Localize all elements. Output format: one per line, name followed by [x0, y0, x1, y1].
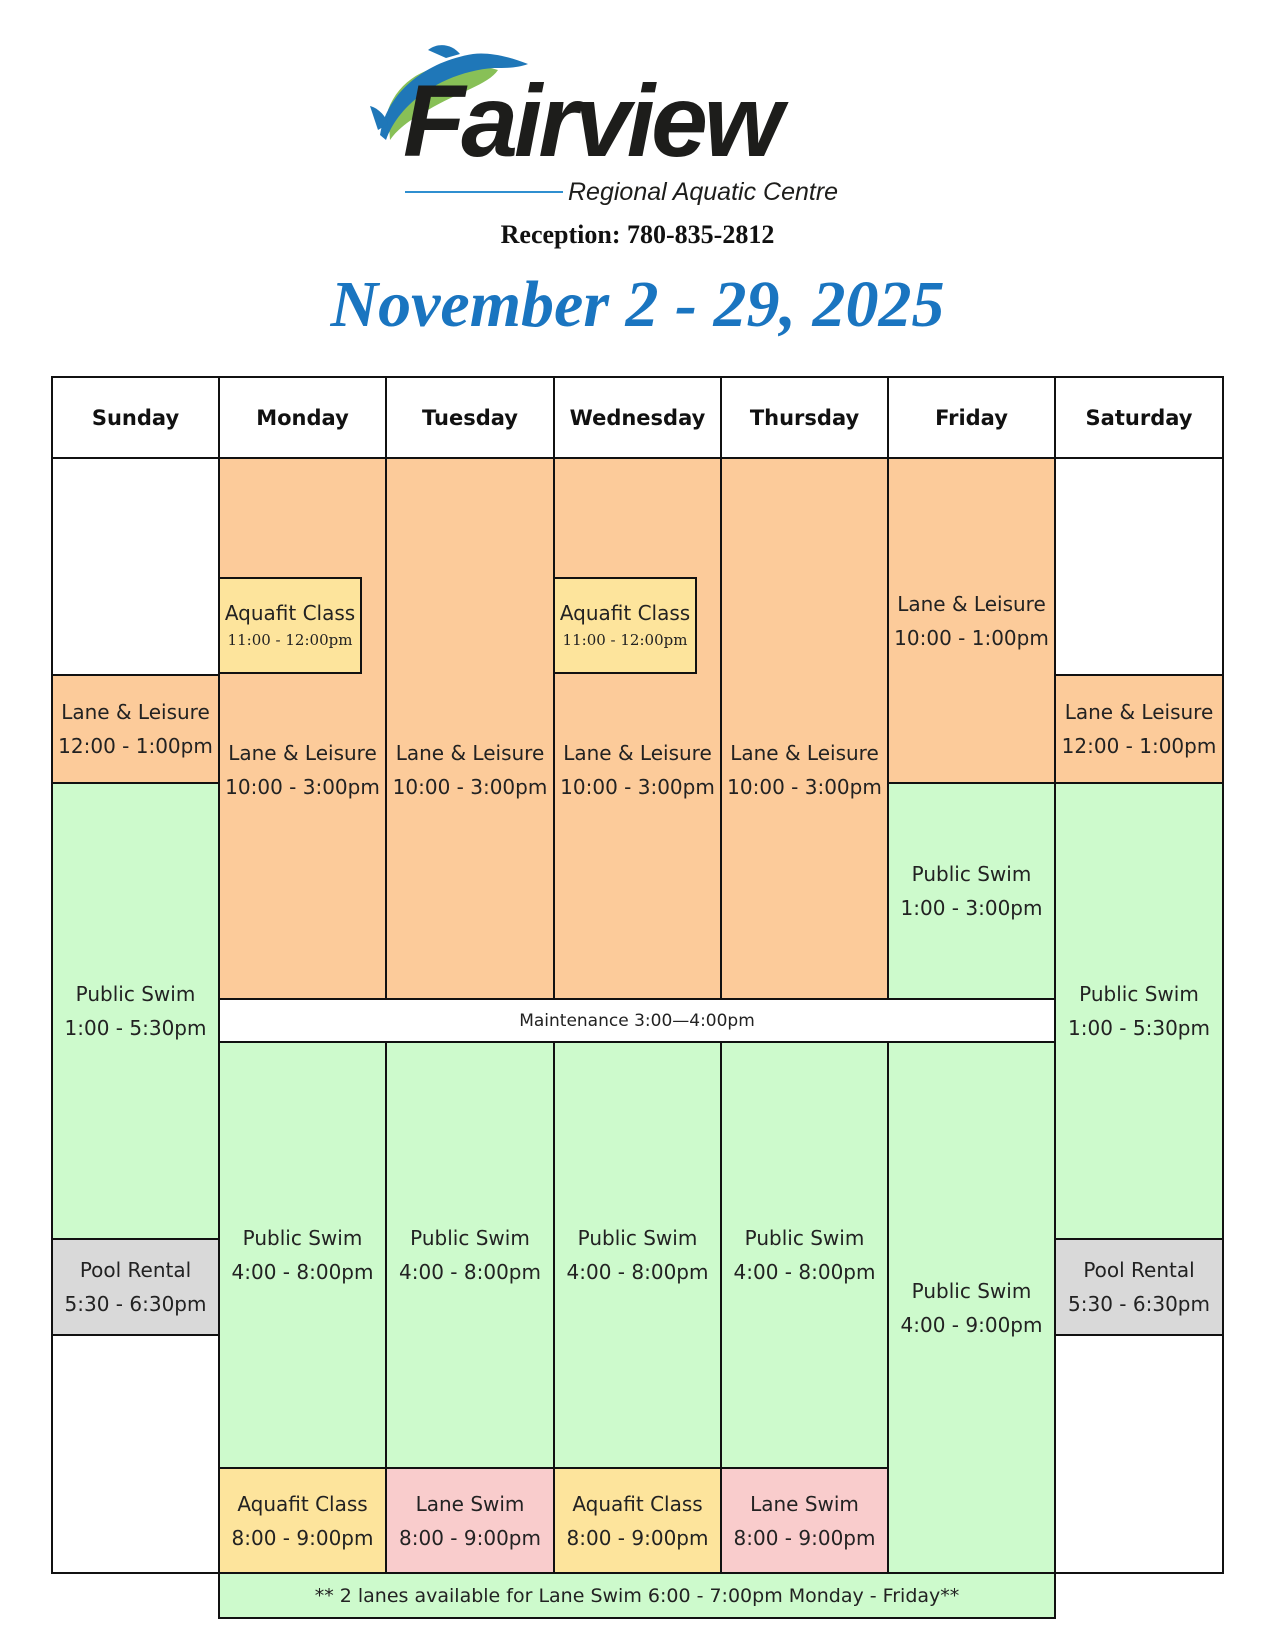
session-name: Lane Swim	[750, 1491, 859, 1516]
saturday-closed-evening	[1054, 1334, 1224, 1574]
logo-underline	[405, 191, 563, 193]
session-time: 1:00 - 5:30pm	[1068, 1016, 1210, 1040]
thursday-public-swim	[720, 1041, 889, 1469]
session-time: 12:00 - 1:00pm	[58, 734, 213, 758]
wednesday-public-swim	[553, 1041, 722, 1469]
session-name: Pool Rental	[1083, 1258, 1195, 1282]
day-header-friday: Friday	[887, 376, 1056, 459]
sunday-lane-leisure	[51, 674, 220, 784]
session-time: 4:00 - 8:00pm	[566, 1260, 709, 1284]
session-time: 11:00 - 12:00pm	[227, 630, 353, 649]
day-header-sunday: Sunday	[51, 376, 220, 459]
wednesday-aquafit-morning	[553, 577, 697, 674]
saturday-pool-rental	[1054, 1238, 1224, 1336]
session-name: Lane & Leisure	[1064, 700, 1214, 724]
session-time: 8:00 - 9:00pm	[566, 1525, 709, 1550]
logo-subtitle: Regional Aquatic Centre	[568, 178, 839, 206]
wednesday-lane-leisure	[553, 457, 722, 1000]
session-time: 4:00 - 8:00pm	[231, 1260, 374, 1284]
logo-title: Fairview	[403, 64, 780, 178]
session-name: Lane & Leisure	[228, 740, 377, 765]
tuesday-lane-leisure	[385, 457, 555, 1000]
thursday-lane-swim	[720, 1467, 889, 1574]
day-header-saturday: Saturday	[1054, 376, 1224, 459]
session-time: 8:00 - 9:00pm	[231, 1525, 374, 1550]
session-name: Aquafit Class	[237, 1491, 368, 1516]
monday-public-swim	[218, 1041, 387, 1469]
session-time: 4:00 - 8:00pm	[399, 1260, 541, 1284]
monday-lane-leisure	[218, 457, 387, 1000]
lane-swim-footnote: ** 2 lanes available for Lane Swim 6:00 - 7:00pm Monday - Friday**	[218, 1572, 1056, 1619]
sunday-pool-rental	[51, 1238, 220, 1336]
wednesday-aquafit-evening	[553, 1467, 722, 1574]
day-header-monday: Monday	[218, 376, 387, 459]
monday-aquafit-morning	[218, 577, 362, 674]
monday-aquafit-evening	[218, 1467, 387, 1574]
session-time: 12:00 - 1:00pm	[1061, 734, 1217, 758]
session-name: Aquafit Class	[559, 600, 691, 625]
date-range-title: November 2 - 29, 2025	[330, 268, 945, 341]
session-name: Aquafit Class	[572, 1491, 703, 1516]
session-time: 4:00 - 8:00pm	[733, 1260, 876, 1284]
session-name: Public Swim	[911, 1278, 1032, 1303]
friday-public-swim-afternoon	[887, 782, 1056, 1000]
session-name: Lane & Leisure	[730, 740, 879, 765]
session-name: Public Swim	[410, 1226, 530, 1250]
session-time: 11:00 - 12:00pm	[562, 630, 688, 649]
session-name: Lane & Leisure	[563, 740, 712, 765]
day-header-tuesday: Tuesday	[385, 376, 555, 459]
session-name: Aquafit Class	[224, 600, 356, 625]
session-time: 10:00 - 3:00pm	[727, 774, 882, 799]
reception-phone: Reception: 780-835-2812	[500, 220, 775, 249]
saturday-closed-morning	[1054, 457, 1224, 676]
session-name: Public Swim	[75, 982, 196, 1006]
session-time: 10:00 - 3:00pm	[560, 774, 715, 799]
thursday-lane-leisure	[720, 457, 889, 1000]
session-time: 8:00 - 9:00pm	[733, 1525, 876, 1550]
session-time: 10:00 - 3:00pm	[225, 774, 380, 799]
tuesday-lane-swim	[385, 1467, 555, 1574]
sunday-closed-morning	[51, 457, 220, 676]
tuesday-public-swim	[385, 1041, 555, 1469]
session-time: 10:00 - 1:00pm	[894, 625, 1049, 650]
session-time: 5:30 - 6:30pm	[64, 1292, 207, 1316]
session-time: 8:00 - 9:00pm	[399, 1525, 541, 1550]
session-time: 10:00 - 3:00pm	[392, 774, 548, 799]
session-name: Public Swim	[911, 862, 1032, 886]
session-name: Lane & Leisure	[395, 740, 545, 765]
day-header-wednesday: Wednesday	[553, 376, 722, 459]
saturday-lane-leisure	[1054, 674, 1224, 784]
day-header-thursday: Thursday	[720, 376, 889, 459]
session-name: Lane & Leisure	[897, 591, 1046, 616]
sunday-public-swim	[51, 782, 220, 1240]
friday-lane-leisure	[887, 457, 1056, 784]
saturday-public-swim	[1054, 782, 1224, 1240]
session-name: Pool Rental	[79, 1258, 192, 1282]
session-name: Public Swim	[242, 1226, 363, 1250]
session-time: 5:30 - 6:30pm	[1068, 1292, 1210, 1316]
friday-public-swim-evening	[887, 1041, 1056, 1574]
maintenance-band: Maintenance 3:00—4:00pm	[218, 998, 1056, 1043]
session-name: Lane Swim	[415, 1491, 525, 1516]
session-name: Public Swim	[577, 1226, 698, 1250]
session-name: Public Swim	[1079, 982, 1199, 1006]
session-time: 4:00 - 9:00pm	[900, 1312, 1043, 1337]
sunday-closed-evening	[51, 1334, 220, 1574]
session-name: Lane & Leisure	[61, 700, 210, 724]
session-time: 1:00 - 3:00pm	[900, 896, 1043, 920]
session-name: Public Swim	[744, 1226, 865, 1250]
session-time: 1:00 - 5:30pm	[64, 1016, 207, 1040]
